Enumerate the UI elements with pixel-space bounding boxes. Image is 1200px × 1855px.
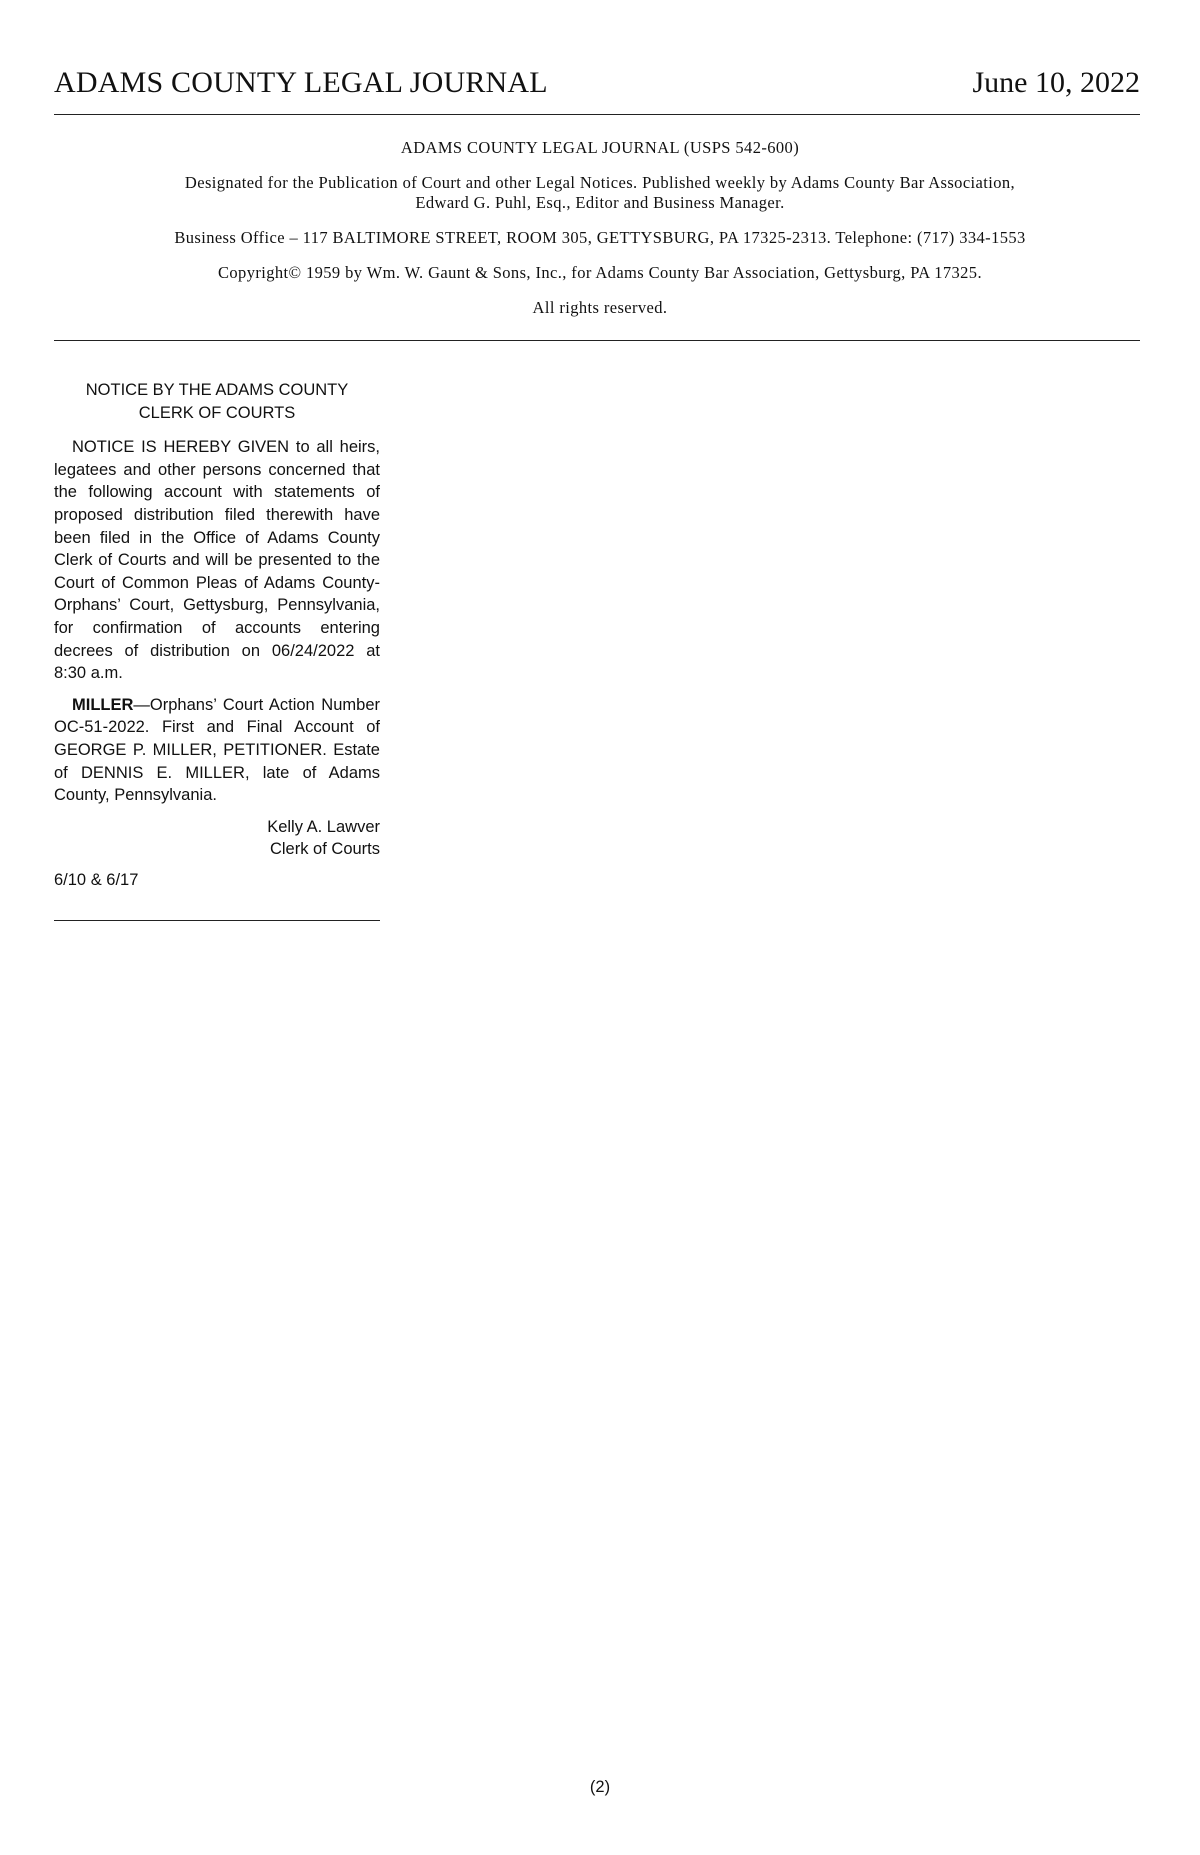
masthead-rule bbox=[54, 340, 1140, 341]
signer-title: Clerk of Courts bbox=[269, 840, 380, 859]
masthead-copyright: Copyright© 1959 by Wm. W. Gaunt & Sons, Inc., for Adams County Bar Association, Gettysburg, PA 17325. bbox=[218, 263, 982, 282]
entry-name: MILLER bbox=[72, 695, 134, 714]
run-dates: 6/10 & 6/17 bbox=[54, 870, 139, 889]
page-number: (2) bbox=[589, 1778, 611, 1796]
notice-title bbox=[54, 379, 380, 424]
notice-title-line2: CLERK OF COURTS bbox=[138, 403, 296, 422]
masthead-business-office: Business Office – 117 BALTIMORE STREET, ROOM 305, GETTYSBURG, PA 17325-2313. Telephone: (717) 334-1553 bbox=[174, 228, 1026, 247]
entry-text: —Orphans’ Court Action Number OC-51-2022. First and Final Account of GEORGE P. MILLER, PETITIONER. Estate of DENNIS E. MILLER, late of Adams County, Pennsylvania. bbox=[54, 695, 380, 805]
signer-name: Kelly A. Lawver bbox=[267, 817, 380, 836]
notice-end-rule bbox=[54, 920, 380, 921]
notice-entry bbox=[54, 694, 380, 807]
issue-date: June 10, 2022 bbox=[972, 66, 1140, 99]
clerk-notice bbox=[54, 379, 380, 891]
masthead-title: ADAMS COUNTY LEGAL JOURNAL (USPS 542-600) bbox=[400, 138, 800, 157]
masthead bbox=[100, 138, 1100, 333]
header-rule bbox=[54, 114, 1140, 115]
journal-title: ADAMS COUNTY LEGAL JOURNAL bbox=[54, 66, 548, 99]
masthead-designation-line1: Designated for the Publication of Court and other Legal Notices. Published weekly by Adams County Bar Association, bbox=[184, 173, 1016, 192]
running-head bbox=[54, 66, 1140, 106]
signature-block bbox=[54, 816, 380, 861]
masthead-designation-line2: Edward G. Puhl, Esq., Editor and Business Manager. bbox=[415, 193, 785, 212]
notice-title-line1: NOTICE BY THE ADAMS COUNTY bbox=[85, 381, 349, 399]
masthead-designation bbox=[100, 173, 1100, 213]
notice-body: NOTICE IS HEREBY GIVEN to all heirs, legatees and other persons concerned that the following account with statements of proposed distribution filed therewith have been filed in the Office of Adams County Clerk of Courts and will be presented to the Court of Common Pleas of Adams County-Orphans’ Court, Gettysburg, Pennsylvania, for confirmation of accounts entering decrees of distribution on 06/24/2022 at 8:30 a.m. bbox=[54, 438, 380, 683]
masthead-rights: All rights reserved. bbox=[532, 298, 668, 317]
